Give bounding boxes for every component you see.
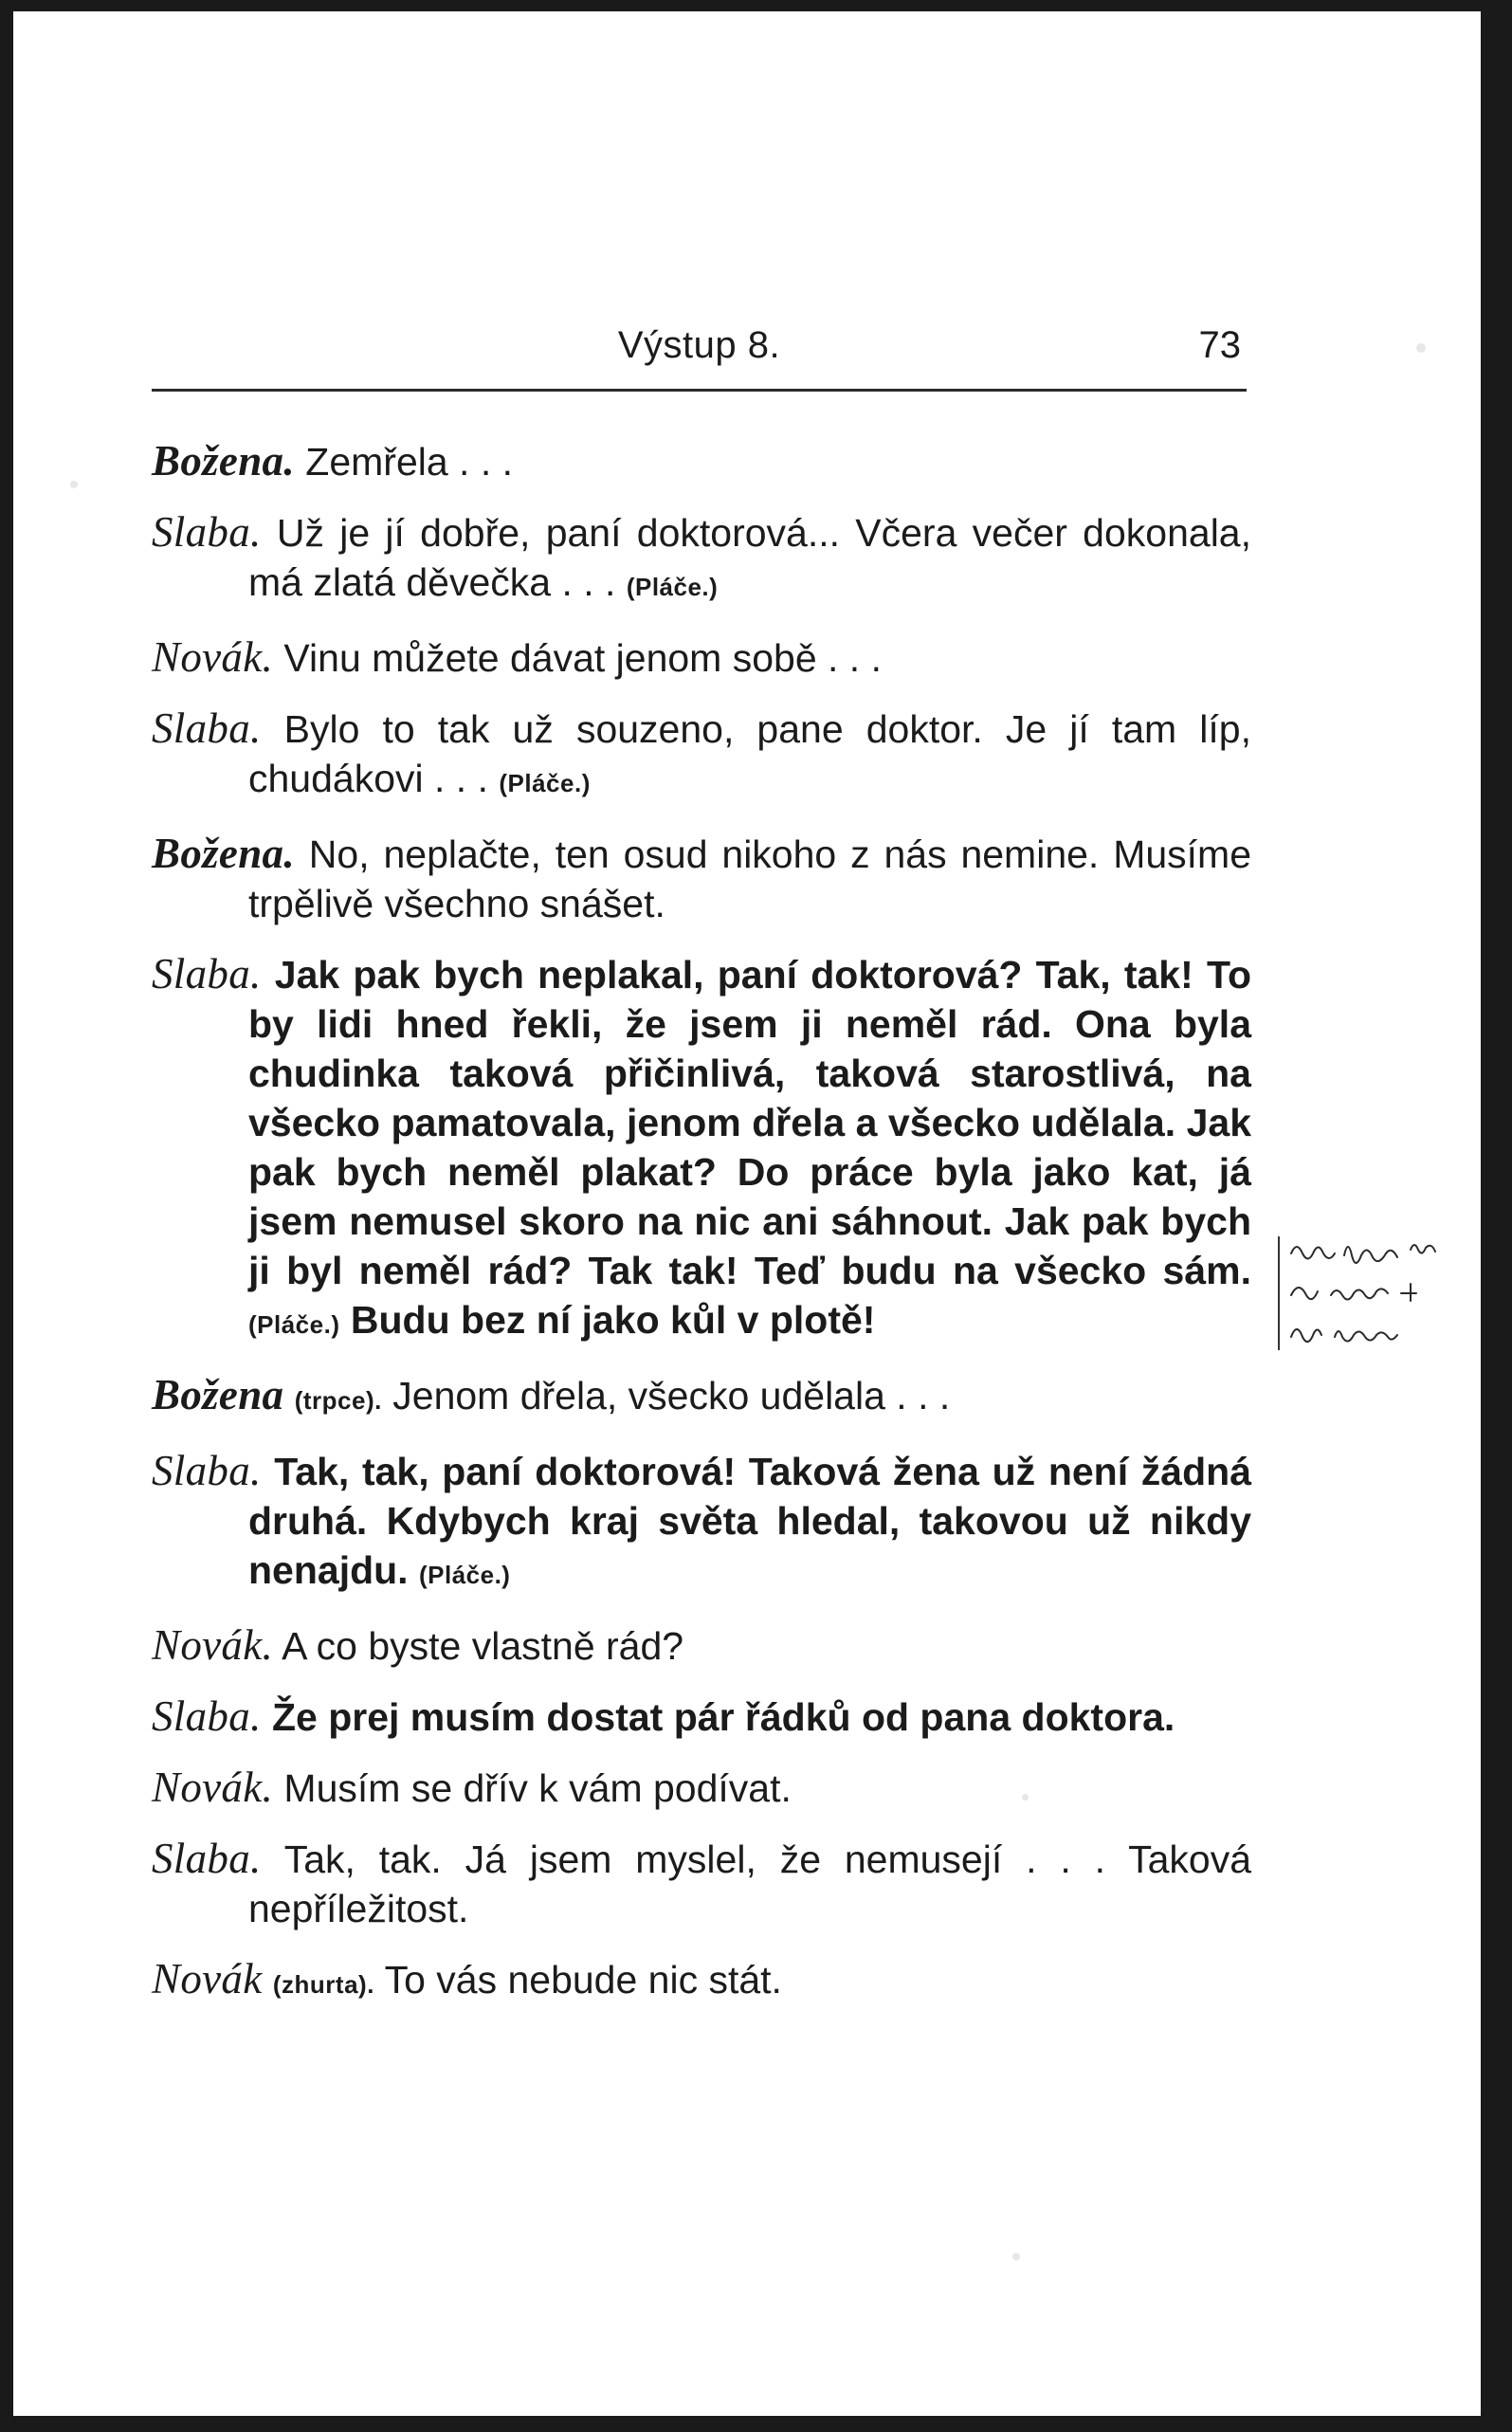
dialogue-entry [152, 1763, 1251, 1813]
dialogue-text: Zemřela . . . [305, 440, 514, 484]
dialogue-entry [152, 507, 1251, 612]
speaker-name: Novák. [152, 1621, 274, 1669]
running-header [152, 315, 1247, 392]
speaker-name: Slaba. [152, 1447, 262, 1494]
dialogue-entry [152, 1954, 1251, 2009]
paper-stain [1012, 2253, 1020, 2260]
dialogue-text: Bylo to tak už souzeno, pane doktor. Je jí tam líp, chudákovi . . . [248, 707, 1251, 800]
stage-direction: (Pláče.) [248, 1310, 340, 1339]
dialogue-text: Tak, tak, paní doktorová! Taková žena už není žádná druhá. Kdybych kraj světa hledal, takovou už nikdy nenajdu. [248, 1450, 1251, 1592]
dialogue-entry [152, 1370, 1251, 1425]
dialogue-text: Vinu můžete dávat jenom sobě . . . [283, 636, 882, 680]
dialogue-entry [152, 1834, 1251, 1933]
dialogue-entry [152, 436, 1251, 486]
dialogue-text-tail: Budu bez ní jako kůl v plotě! [350, 1298, 876, 1342]
dialogue-text: Už je jí dobře, paní doktorová... Včera večer dokonala, má zlatá děvečka . . . [248, 511, 1251, 604]
stage-direction: (Pláče.) [418, 1561, 511, 1589]
dialogue-entry [152, 632, 1251, 683]
dialogue-text: Jenom dřela, všecko udělala . . . [392, 1374, 951, 1417]
page-number: 73 [1198, 324, 1241, 366]
handwritten-note-scribble [1278, 1227, 1477, 1369]
stage-direction: (zhurta). [272, 1970, 374, 1999]
dialogue-entry [152, 829, 1251, 928]
dialogue-entry [152, 1446, 1251, 1600]
stage-direction: (trpce). [294, 1386, 382, 1415]
header-title: Výstup 8. [617, 324, 781, 366]
dialogue-entry [152, 1620, 1251, 1671]
dialogue-entry [152, 704, 1251, 808]
paper-stain [1416, 343, 1426, 353]
dialogue-body [152, 436, 1251, 2030]
dialogue-text: To vás nebude nic stát. [384, 1958, 782, 2002]
paper-stain [70, 481, 78, 488]
speaker-name: Slaba. [152, 950, 262, 997]
speaker-name: Slaba. [152, 1692, 262, 1740]
speaker-name: Novák. [152, 1764, 274, 1811]
speaker-name: Božena [152, 1371, 284, 1418]
speaker-name: Slaba. [152, 1835, 262, 1882]
speaker-name: Božena. [152, 437, 295, 485]
dialogue-text: A co byste vlastně rád? [282, 1624, 684, 1668]
stage-direction: (Pláče.) [499, 769, 591, 797]
stage-direction: (Pláče.) [626, 573, 719, 601]
speaker-name: Novák. [152, 633, 274, 681]
dialogue-entry [152, 949, 1251, 1349]
speaker-name: Slaba. [152, 508, 262, 556]
dialogue-text: Že prej musím dostat pár řádků od pana doktora. [271, 1695, 1175, 1739]
margin-bracket [1278, 1236, 1280, 1350]
dialogue-text: Musím se dřív k vám podívat. [283, 1766, 792, 1810]
speaker-name: Slaba. [152, 704, 262, 752]
dialogue-text: Jak pak bych neplakal, paní doktorová? Tak, tak! To by lidi hned řekli, že jsem ji neměl rád. Ona byla chudinka taková přičinlivá, taková starostlivá, na všecko pamatovala, jenom dřela a všecko udělala. Jak pak bych neměl plakat? Do práce byla jako kat, já jsem nemusel skoro na nic ani sáhnout. Jak pak bych ji byl neměl rád? Tak tak! Teď budu na všecko sám. [248, 953, 1251, 1292]
speaker-name: Božena. [152, 830, 295, 877]
book-page [13, 11, 1481, 2416]
speaker-name: Novák [152, 1955, 263, 2002]
dialogue-text: No, neplačte, ten osud nikoho z nás nemine. Musíme trpělivě všechno snášet. [248, 832, 1251, 925]
handwritten-margin-note [1278, 1227, 1477, 1369]
dialogue-text: Tak, tak. Já jsem myslel, že nemusejí . . . Taková nepříležitost. [248, 1838, 1251, 1930]
dialogue-entry [152, 1691, 1251, 1742]
